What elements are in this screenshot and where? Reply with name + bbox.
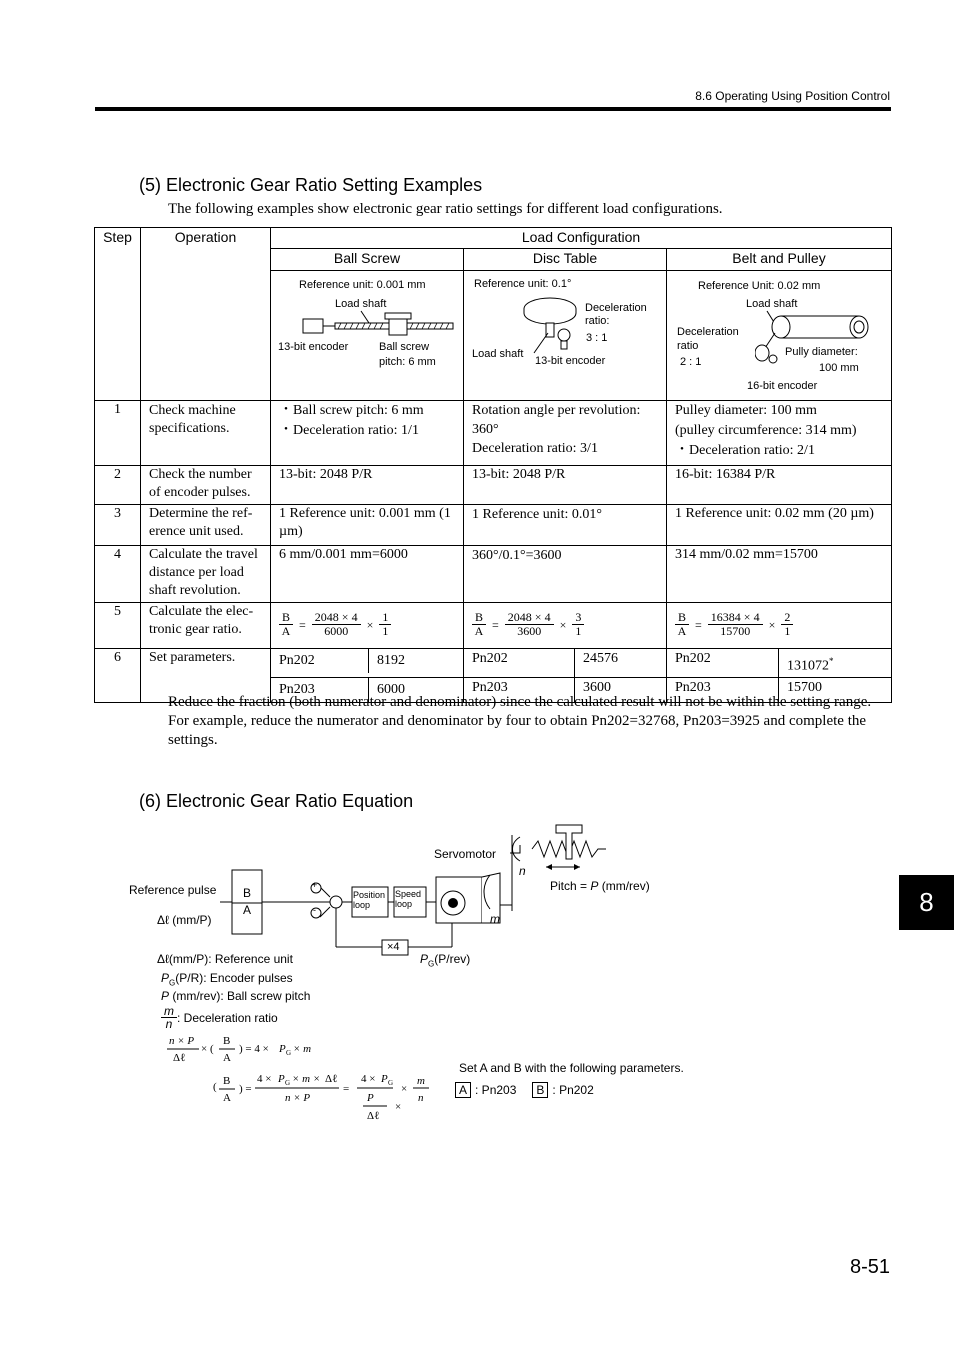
param-pn203: Pn203 (464, 677, 575, 702)
illus-ball-pitch-2: pitch: 6 mm (379, 356, 436, 368)
times-sign: × (768, 617, 776, 632)
times-sign: × (366, 617, 374, 632)
frac-b: B (279, 611, 293, 625)
legend-pg-text: (P/R): Encoder pulses (175, 971, 293, 985)
illus-belt-ref: Reference Unit: 0.02 mm (698, 280, 821, 292)
svg-text:n: n (418, 1092, 424, 1104)
denominator: 3600 (517, 624, 542, 638)
param-a-value: : Pn203 (475, 1083, 517, 1097)
diagram-a: A (243, 903, 252, 917)
svg-text:G: G (285, 1079, 291, 1087)
step-number: 2 (95, 466, 141, 505)
section-5-title: (5) Electronic Gear Ratio Setting Examples (139, 175, 483, 195)
pg-label (420, 952, 470, 968)
ball-screw-gear-ratio (271, 603, 464, 649)
param-pn203: Pn203 (667, 677, 779, 702)
times-sign: × (559, 617, 567, 632)
svg-text:× m: × m (293, 1043, 312, 1055)
table-row (95, 546, 892, 603)
legend-p-text: (mm/rev): Ball screw pitch (169, 989, 311, 1003)
belt-pulley-gear-ratio (667, 603, 892, 649)
ball-screw-drawing (301, 309, 461, 341)
illus-disc-encoder: 13-bit encoder (535, 355, 606, 367)
step-number: 6 (95, 649, 141, 703)
param-pn203: Pn203 (271, 678, 369, 702)
illus-disc-dec-2: ratio: (585, 315, 610, 327)
equals-sign: = (299, 617, 306, 632)
header-belt-pulley: Belt and Pulley (667, 249, 892, 271)
step-number: 1 (95, 401, 141, 466)
frac-a: A (281, 624, 291, 638)
table-row (95, 603, 892, 649)
pg-unit: (P/rev) (434, 952, 471, 966)
numerator: 2048 × 4 (312, 611, 361, 625)
header-load-configuration: Load Configuration (271, 228, 892, 249)
block-diagram (220, 815, 640, 975)
svg-text:P: P (278, 1073, 285, 1085)
illus-disc-ref: Reference unit: 0.1° (474, 278, 572, 290)
param-name (271, 649, 464, 678)
header-step: Step (95, 228, 141, 401)
svg-text:P: P (279, 1043, 286, 1055)
illus-belt-pd-1: Pully diameter: (785, 346, 858, 358)
svg-text:4 ×: 4 × (257, 1073, 272, 1085)
reference-pulse-label: Reference pulse (129, 883, 217, 897)
svg-text:Δℓ: Δℓ (325, 1073, 338, 1085)
equals-sign: = (492, 617, 499, 632)
illus-belt-load: Load shaft (746, 298, 798, 310)
numerator: 1 (379, 611, 391, 625)
svg-text:A: A (223, 1052, 231, 1064)
legend-pg-p: P (161, 971, 170, 985)
illus-belt-dec-1: Deceleration (677, 326, 739, 338)
pg-g: G (428, 959, 435, 969)
param-pn202: Pn202 (464, 649, 575, 678)
svg-text:) =: ) = (239, 1083, 252, 1095)
svg-text:× m ×: × m × (292, 1073, 321, 1085)
param-value: 24576 (575, 649, 667, 678)
step-number: 5 (95, 603, 141, 649)
position-loop-label-1: Position (353, 890, 386, 900)
denominator: 1 (575, 624, 582, 638)
param-value (779, 649, 892, 678)
legend-n: n (165, 1017, 173, 1031)
disc-table-gear-ratio (464, 603, 667, 649)
denominator: 6000 (324, 624, 349, 638)
svg-text:G: G (388, 1079, 394, 1087)
svg-text:P: P (367, 1092, 374, 1104)
table-row (95, 466, 892, 505)
frac-b: B (675, 611, 689, 625)
belt-pulley-value: 314 mm/0.02 mm=15700 (667, 546, 892, 603)
running-header: 8.6 Operating Using Position Control (695, 89, 890, 103)
table-row (95, 401, 892, 466)
speed-loop-label-1: Speed (395, 889, 422, 899)
disc-table-value: 13-bit: 2048 P/R (464, 466, 667, 505)
svg-text:× (: × ( (201, 1043, 214, 1055)
reference-unit-label: Δℓ (mm/P) (157, 913, 212, 927)
legend-reference-unit: Δℓ(mm/P): Reference unit (157, 952, 293, 966)
param-value: 8192 (377, 653, 405, 668)
numerator: 16384 × 4 (708, 611, 763, 625)
belt-pulley-value: 16-bit: 16384 P/R (667, 466, 892, 505)
parameter-assignment (455, 1082, 594, 1098)
illustration-belt-pulley (667, 271, 892, 401)
illus-disc-dec-3: 3 : 1 (586, 332, 608, 344)
svg-text:P: P (381, 1073, 388, 1085)
svg-text:Δℓ: Δℓ (173, 1052, 186, 1064)
denominator: 15700 (720, 624, 751, 638)
illus-belt-dec-2: ratio (677, 340, 699, 352)
operation: Calculate the elec-tronic gear ratio. (141, 603, 271, 649)
param-value-text: 131072 (787, 658, 829, 674)
frac-a: A (474, 624, 484, 638)
gear-ratio-equations (165, 1030, 465, 1125)
svg-text:×: × (395, 1101, 402, 1113)
section-5-intro: The following examples show electronic gear ratio settings for different load configurations. (168, 201, 723, 217)
legend-m: m (161, 1005, 177, 1018)
belt-pulley-value: Pulley diameter: 100 mm (pulley circumference: 314 mm) ・Deceleration ratio: 2/1 (667, 401, 892, 466)
header-rule (95, 107, 891, 111)
frac-a: A (677, 624, 687, 638)
legend-mn-text: : Deceleration ratio (177, 1010, 278, 1025)
illus-belt-pd-2: 100 mm (819, 362, 859, 374)
svg-text:A: A (223, 1092, 231, 1104)
legend-encoder-pulses (161, 971, 293, 987)
pitch-label-a: Pitch = (550, 879, 591, 893)
equals-sign: = (695, 617, 702, 632)
page-number: 8-51 (849, 1256, 890, 1278)
svg-text:n × P: n × P (285, 1092, 311, 1104)
illustration-ball-screw (271, 271, 464, 401)
legend-deceleration-ratio (161, 1005, 278, 1030)
legend-ball-screw-pitch (161, 989, 310, 1003)
param-b-value: : Pn202 (552, 1083, 594, 1097)
numerator: 3 (572, 611, 584, 625)
svg-text:n × P: n × P (169, 1035, 195, 1047)
servomotor-label: Servomotor (434, 847, 497, 861)
illus-belt-encoder: 16-bit encoder (747, 380, 818, 392)
svg-text:Δℓ: Δℓ (367, 1110, 380, 1122)
illus-ball-pitch-1: Ball screw (379, 341, 430, 353)
legend-pg-g: G (169, 978, 176, 988)
ball-screw-value: 6 mm/0.001 mm=6000 (271, 546, 464, 603)
param-pn202: Pn202 (271, 649, 369, 673)
header-disc-table: Disc Table (464, 249, 667, 271)
illus-ball-ref: Reference unit: 0.001 mm (299, 279, 426, 291)
ball-screw-value: 1 Reference unit: 0.001 mm (1 µm) (271, 505, 464, 546)
operation: Calculate the travel distance per load shaft revolution. (141, 546, 271, 603)
ball-screw-value: 13-bit: 2048 P/R (271, 466, 464, 505)
pitch-label-p: P (590, 879, 599, 893)
n-label: n (519, 864, 526, 878)
step-number: 4 (95, 546, 141, 603)
diagram-b: B (243, 886, 252, 900)
numerator: 2 (781, 611, 793, 625)
param-value: 6000 (377, 681, 405, 697)
disc-table-value: Rotation angle per revolution: 360° Deceleration ratio: 3/1 (464, 401, 667, 466)
speed-loop-label-2: loop (395, 899, 413, 909)
table-row (95, 649, 892, 678)
param-pn202: Pn202 (667, 649, 779, 678)
position-loop-block (353, 890, 385, 910)
svg-text:B: B (223, 1075, 231, 1087)
position-loop-label-2: loop (353, 900, 371, 910)
disc-table-value: 1 Reference unit: 0.01° (464, 505, 667, 546)
header-operation: Operation (141, 228, 271, 401)
denominator: 1 (784, 624, 791, 638)
illus-ball-load: Load shaft (335, 298, 387, 310)
disc-table-value: 360°/0.1°=3600 (464, 546, 667, 603)
gear-ratio-table (94, 227, 892, 703)
minus-sign: - (313, 905, 316, 915)
svg-text:(: ( (213, 1081, 217, 1093)
footnote: Reduce the fraction (both numerator and denominator) since the calculated result will not be within the setting range. For example, reduce the numerator and denominator by four to obtain Pn202=32768, Pn203=3925 and complete the settings. (168, 694, 872, 748)
operation: Set parameters. (141, 649, 271, 703)
param-value: 15700 (779, 677, 892, 702)
numerator: 2048 × 4 (505, 611, 554, 625)
denominator: 1 (382, 624, 389, 638)
svg-text:=: = (343, 1083, 350, 1095)
frac-b: B (472, 611, 486, 625)
param-value: 3600 (575, 677, 667, 702)
ball-screw-value: ・Ball screw pitch: 6 mm ・Deceleration ratio: 1/1 (271, 401, 464, 466)
plus-sign: + (312, 880, 318, 890)
chapter-tab: 8 (899, 875, 954, 930)
footnote-mark: * (829, 656, 834, 666)
param-b-box: B (532, 1082, 548, 1098)
svg-text:4 ×: 4 × (361, 1073, 376, 1085)
set-parameters-text: Set A and B with the following parameters. (459, 1061, 684, 1075)
svg-text:×: × (401, 1083, 408, 1095)
svg-text:B: B (223, 1035, 231, 1047)
table-row (95, 505, 892, 546)
step-number: 3 (95, 505, 141, 546)
section-6-title: (6) Electronic Gear Ratio Equation (139, 791, 414, 811)
multiplier-x4: ×4 (387, 941, 400, 953)
param-a-box: A (455, 1082, 471, 1098)
pg-p: P (420, 952, 429, 966)
illus-belt-dec-3: 2 : 1 (680, 356, 702, 368)
m-label: m (490, 912, 500, 926)
pitch-label-b: (mm/rev) (598, 879, 650, 893)
legend-p: P (161, 989, 170, 1003)
disc-table-drawing (520, 293, 580, 359)
illus-ball-encoder: 13-bit encoder (278, 341, 349, 353)
operation: Determine the ref-erence unit used. (141, 505, 271, 546)
speed-loop-block (395, 889, 421, 909)
header-ball-screw: Ball Screw (271, 249, 464, 271)
illus-disc-load: Load shaft (472, 348, 524, 360)
illus-disc-dec-1: Deceleration (585, 302, 647, 314)
illustration-disc-table (464, 271, 667, 401)
operation: Check the number of encoder pulses. (141, 466, 271, 505)
operation: Check machine specifications. (141, 401, 271, 466)
svg-text:m: m (417, 1075, 425, 1087)
belt-pulley-value: 1 Reference unit: 0.02 mm (20 µm) (667, 505, 892, 546)
pitch-label (550, 879, 650, 893)
svg-text:) = 4 ×: ) = 4 × (239, 1043, 269, 1055)
svg-text:G: G (286, 1049, 292, 1057)
